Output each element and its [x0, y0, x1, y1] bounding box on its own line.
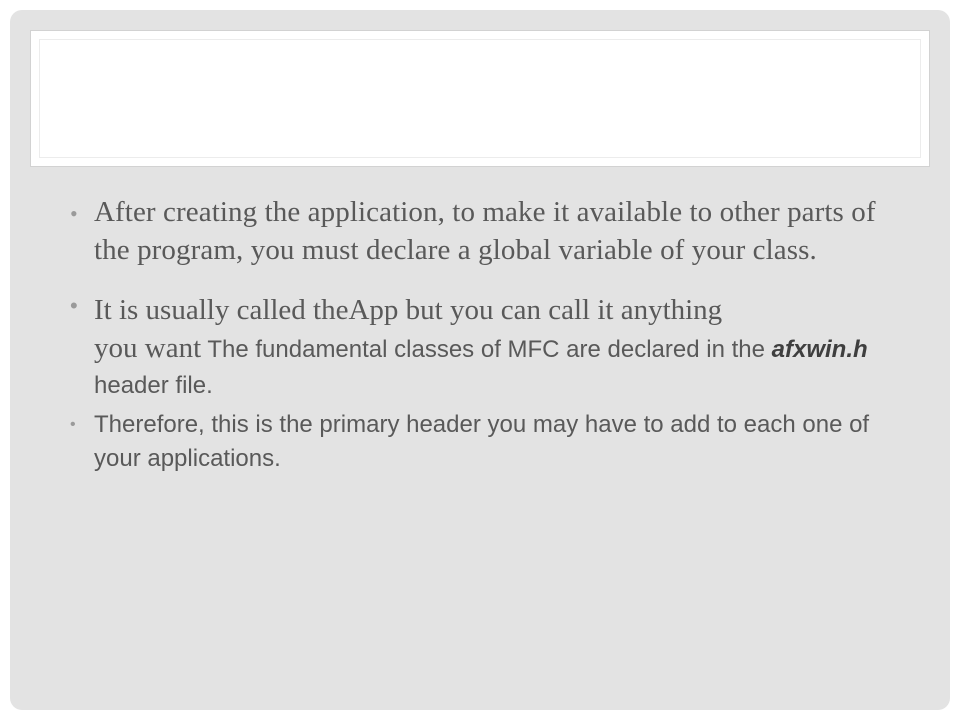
bullet-text-serif: It is usually called theApp but you can call it anything [94, 294, 723, 326]
bullet-dot-icon: • [70, 293, 78, 318]
title-text [39, 39, 921, 158]
bullet-dot-icon: • [70, 201, 78, 226]
slide [10, 10, 950, 710]
bullet-text-sans: The fundamental classes of MFC are declared in the [201, 336, 772, 363]
bullet-text-serif-continued: you want [94, 332, 202, 364]
bullet-item [70, 291, 910, 404]
header-filename: afxwin.h [771, 336, 868, 363]
bullet-item [70, 408, 910, 476]
title-placeholder [30, 30, 930, 167]
bullet-text: Therefore, this is the primary header you may have to add to each one of your applications. [94, 411, 870, 472]
bullet-item [70, 193, 910, 269]
bullet-dot-icon: • [70, 416, 76, 433]
bullet-text: After creating the application, to make it available to other parts of the program, you must declare a global variable of your class. [94, 196, 876, 266]
slide-body [70, 193, 910, 476]
bullet-text-sans-end: header file. [94, 372, 213, 399]
